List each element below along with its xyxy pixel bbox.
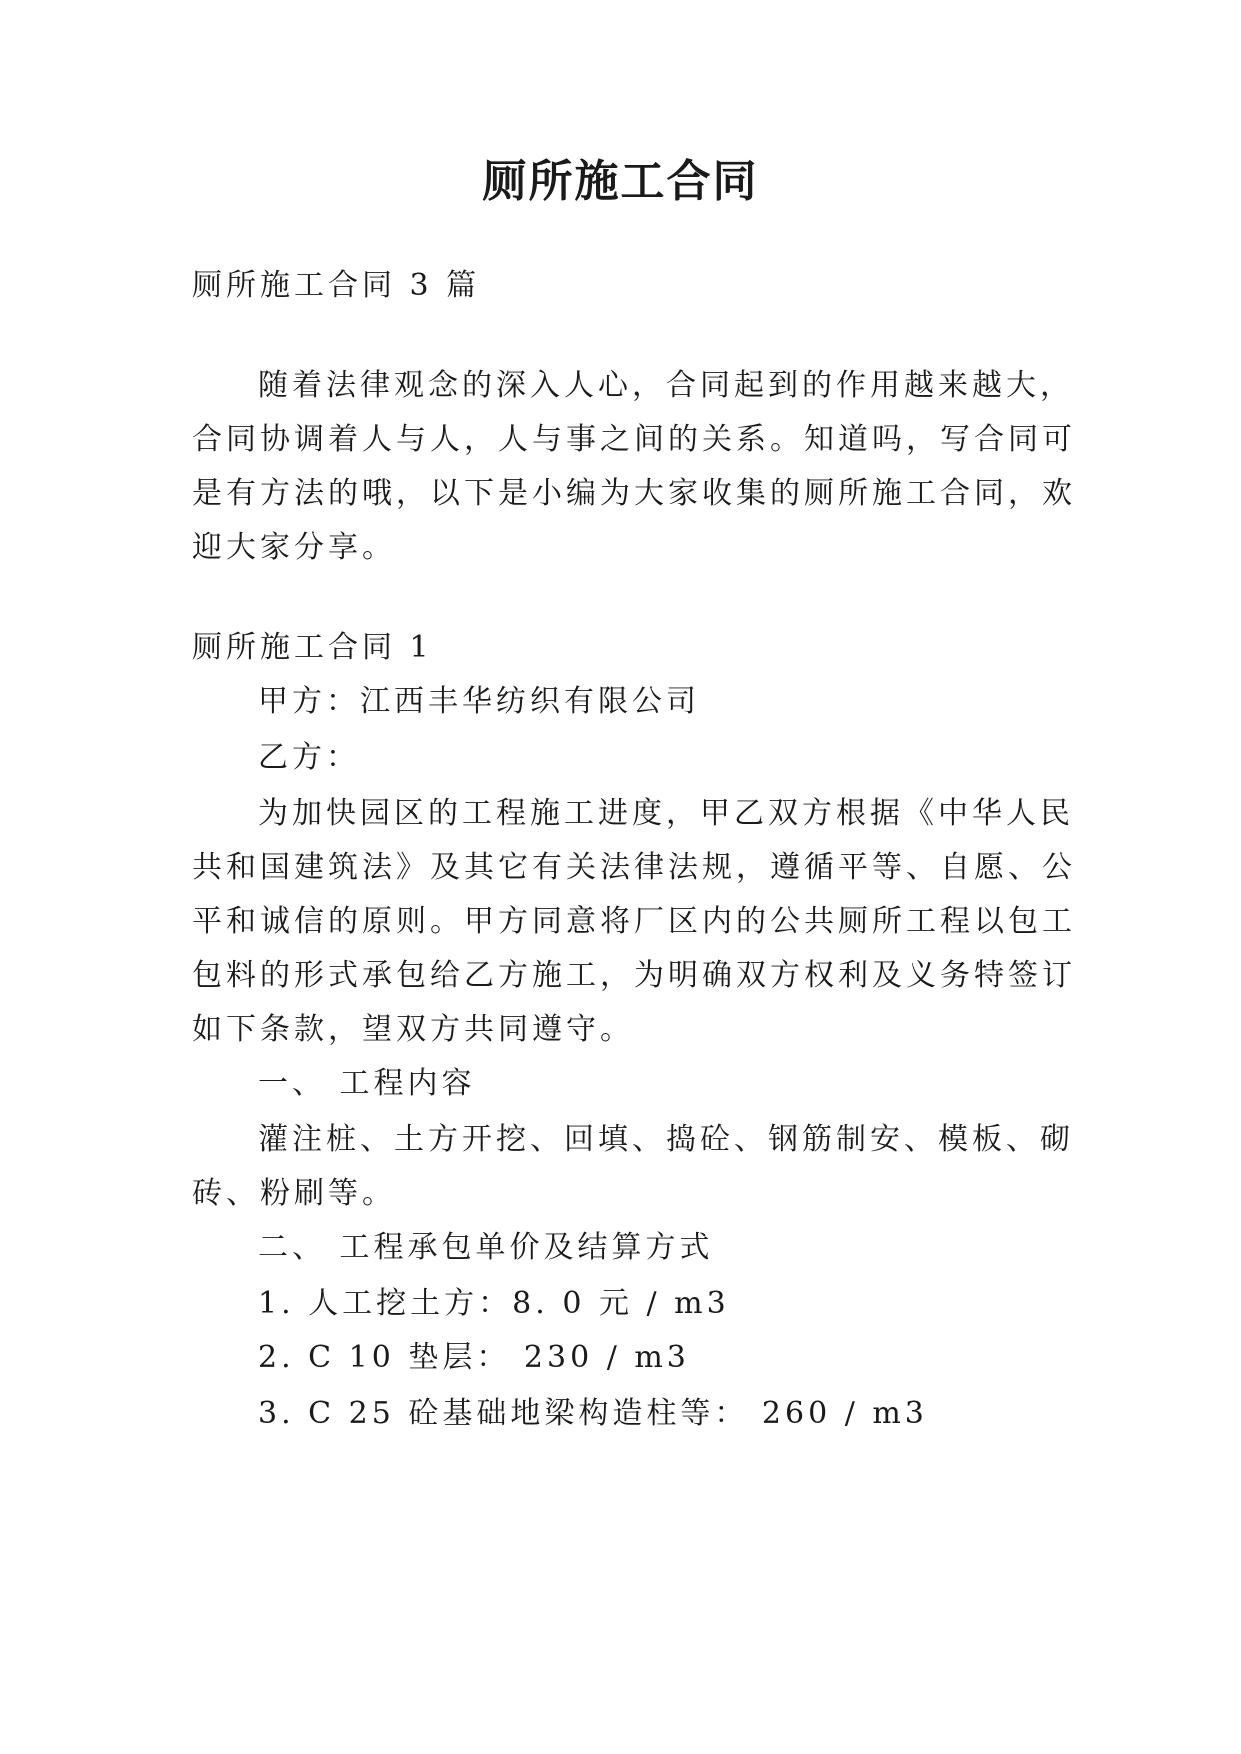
- party-b: 乙方：: [258, 740, 360, 775]
- intro-line: 随着法律观念的深入人心，合同起到的作用越来越大，: [258, 368, 1074, 403]
- document-title: 厕所施工合同: [482, 156, 759, 207]
- party-a: 甲方：江西丰华纺织有限公司: [258, 684, 700, 719]
- preamble-line: 为加快园区的工程施工进度，甲乙双方根据《中华人民: [258, 796, 1074, 831]
- clause-heading: 二、 工程承包单价及结算方式: [258, 1230, 714, 1265]
- intro-line: 是有方法的哦，以下是小编为大家收集的厕所施工合同，欢: [192, 476, 1076, 511]
- clause-heading: 一、 工程内容: [258, 1066, 476, 1101]
- clause-body-line: 灌注桩、土方开挖、回填、捣砼、钢筋制安、模板、砌: [258, 1122, 1074, 1157]
- price-item: 3. C 25 砼基础地梁构造柱等： 260 / m3: [258, 1396, 928, 1431]
- subtitle: 厕所施工合同 3 篇: [192, 268, 481, 303]
- intro-line: 迎大家分享。: [192, 530, 396, 565]
- price-item: 2. C 10 垫层： 230 / m3: [258, 1340, 690, 1375]
- clause-body-line: 砖、粉刷等。: [192, 1176, 396, 1211]
- price-item: 1. 人工挖土方：8. 0 元 / m3: [258, 1286, 730, 1321]
- intro-line: 合同协调着人与人，人与事之间的关系。知道吗，写合同可: [192, 422, 1076, 457]
- preamble-line: 如下条款，望双方共同遵守。: [192, 1012, 634, 1047]
- preamble-line: 包料的形式承包给乙方施工，为明确双方权利及义务特签订: [192, 958, 1076, 993]
- preamble-line: 平和诚信的原则。甲方同意将厂区内的公共厕所工程以包工: [192, 904, 1076, 939]
- preamble-line: 共和国建筑法》及其它有关法律法规，遵循平等、自愿、公: [192, 850, 1076, 885]
- section-heading: 厕所施工合同 1: [192, 630, 433, 665]
